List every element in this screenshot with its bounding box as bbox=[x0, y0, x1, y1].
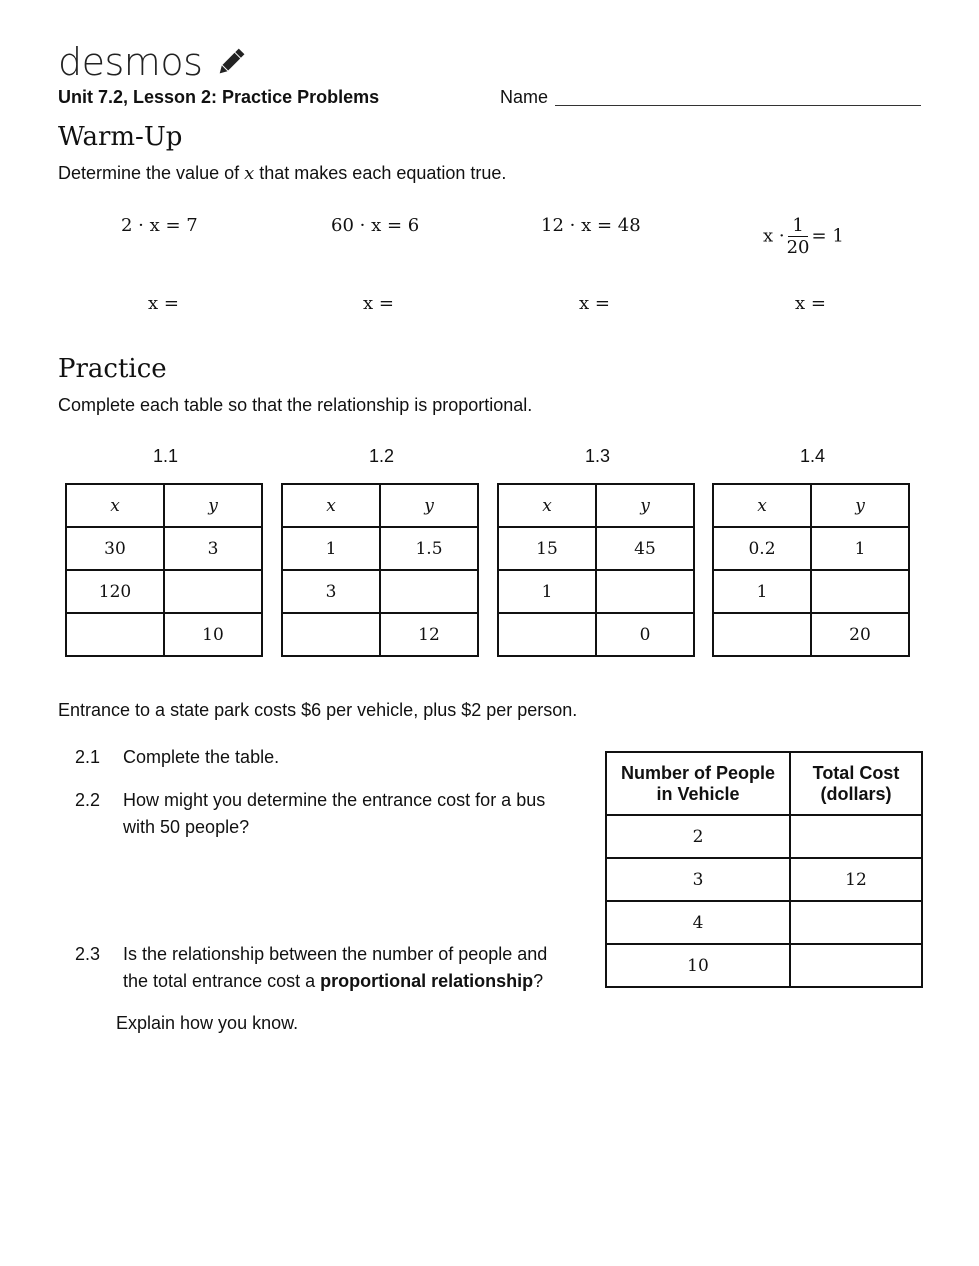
table-cell[interactable] bbox=[790, 815, 922, 858]
warmup-heading: Warm-Up bbox=[58, 122, 183, 152]
table-label: 1.2 bbox=[369, 446, 395, 466]
q23-bold: proportional relationship bbox=[320, 971, 534, 991]
table-cell: 1.5 bbox=[380, 527, 478, 570]
warmup-instruction bbox=[58, 163, 506, 184]
equation-1: 2 · x = 7 bbox=[121, 215, 198, 236]
table-cell: 3 bbox=[606, 858, 790, 901]
practice-instruction: Complete each table so that the relationship is proportional. bbox=[58, 395, 533, 415]
name-field[interactable] bbox=[555, 105, 921, 106]
table-label: 1.4 bbox=[800, 446, 826, 466]
table-row bbox=[606, 815, 922, 858]
table-label: 1.1 bbox=[153, 446, 179, 466]
table-row bbox=[498, 613, 694, 656]
frac-den: 20 bbox=[786, 237, 810, 258]
header-text: x bbox=[757, 495, 767, 516]
header-text: y bbox=[424, 495, 434, 516]
equation-3: 12 · x = 48 bbox=[541, 215, 641, 236]
q22-number: 2.2 bbox=[75, 790, 101, 810]
park-intro: Entrance to a state park costs $6 per vehicle, plus $2 per person. bbox=[58, 700, 578, 720]
table-row bbox=[498, 570, 694, 613]
answer-2[interactable]: x = bbox=[363, 293, 394, 314]
q23-pre: the total entrance cost a bbox=[123, 971, 321, 991]
table-cell: 30 bbox=[66, 527, 164, 570]
fraction bbox=[787, 215, 810, 258]
table-cell[interactable] bbox=[380, 570, 478, 613]
header-text: y bbox=[208, 495, 218, 516]
column-header bbox=[596, 484, 694, 527]
unit-title: Unit 7.2, Lesson 2: Practice Problems bbox=[58, 87, 380, 107]
proportional-table bbox=[281, 483, 479, 657]
table-cell: 10 bbox=[606, 944, 790, 987]
instr-pre: Determine the value of bbox=[58, 163, 245, 183]
answer-1[interactable]: x = bbox=[148, 293, 179, 314]
header-people: Number of People in Vehicle bbox=[606, 752, 790, 815]
table-cell[interactable] bbox=[596, 570, 694, 613]
q23-line1: Is the relationship between the number of people and bbox=[123, 944, 548, 964]
table-cell: 12 bbox=[790, 858, 922, 901]
table-cell[interactable] bbox=[66, 613, 164, 656]
table-row bbox=[713, 527, 909, 570]
q22-line2: with 50 people? bbox=[123, 817, 250, 837]
instr-post: that makes each equation true. bbox=[254, 163, 507, 183]
table-cell[interactable] bbox=[713, 613, 811, 656]
table-row bbox=[282, 613, 478, 656]
proportional-table bbox=[497, 483, 695, 657]
column-header bbox=[282, 484, 380, 527]
desmos-logo bbox=[58, 40, 248, 84]
table-cell[interactable] bbox=[790, 944, 922, 987]
column-header bbox=[380, 484, 478, 527]
header-text: y bbox=[855, 495, 865, 516]
q23-line2 bbox=[123, 971, 543, 992]
eq4-right: = 1 bbox=[811, 225, 844, 247]
table-cell: 45 bbox=[596, 527, 694, 570]
table-row bbox=[713, 613, 909, 656]
table-row bbox=[66, 527, 262, 570]
column-header bbox=[66, 484, 164, 527]
column-header bbox=[164, 484, 262, 527]
table-cell: 4 bbox=[606, 901, 790, 944]
table-cell: 3 bbox=[164, 527, 262, 570]
practice-heading: Practice bbox=[58, 354, 167, 384]
table-cell: 15 bbox=[498, 527, 596, 570]
table-row bbox=[606, 901, 922, 944]
table-cell: 0.2 bbox=[713, 527, 811, 570]
equation-2: 60 · x = 6 bbox=[331, 215, 420, 236]
cost-table bbox=[605, 751, 923, 988]
table-row bbox=[282, 570, 478, 613]
table-row bbox=[282, 527, 478, 570]
table-cell: 3 bbox=[282, 570, 380, 613]
header-text: x bbox=[542, 495, 552, 516]
column-header bbox=[498, 484, 596, 527]
table-cell: 1 bbox=[713, 570, 811, 613]
instr-var: x bbox=[244, 163, 255, 184]
table-cell: 12 bbox=[380, 613, 478, 656]
header-cost: Total Cost (dollars) bbox=[790, 752, 922, 815]
logo-text: desmos bbox=[58, 40, 203, 84]
equation-4 bbox=[763, 215, 844, 258]
name-label: Name bbox=[500, 87, 549, 107]
header-text: x bbox=[110, 495, 120, 516]
q22-line1: How might you determine the entrance cost for a bus bbox=[123, 790, 546, 810]
q23-number: 2.3 bbox=[75, 944, 101, 964]
table-row bbox=[606, 858, 922, 901]
frac-num: 1 bbox=[788, 215, 807, 237]
eq4-left: x · bbox=[763, 225, 785, 247]
header-text: y bbox=[640, 495, 650, 516]
table-cell[interactable] bbox=[498, 613, 596, 656]
pencil-icon bbox=[214, 45, 248, 79]
table-row bbox=[713, 570, 909, 613]
table-cell: 1 bbox=[498, 570, 596, 613]
table-cell[interactable] bbox=[282, 613, 380, 656]
answer-3[interactable]: x = bbox=[579, 293, 610, 314]
table-row bbox=[606, 944, 922, 987]
table-cell: 1 bbox=[811, 527, 909, 570]
table-cell: 20 bbox=[811, 613, 909, 656]
table-cell[interactable] bbox=[811, 570, 909, 613]
table-label: 1.3 bbox=[585, 446, 611, 466]
column-header bbox=[811, 484, 909, 527]
explain-prompt: Explain how you know. bbox=[116, 1013, 299, 1033]
table-cell: 0 bbox=[596, 613, 694, 656]
table-cell[interactable] bbox=[790, 901, 922, 944]
proportional-table bbox=[712, 483, 910, 657]
table-cell: 2 bbox=[606, 815, 790, 858]
answer-4[interactable]: x = bbox=[795, 293, 826, 314]
q23-post: ? bbox=[533, 971, 544, 991]
table-cell: 120 bbox=[66, 570, 164, 613]
table-row bbox=[66, 570, 262, 613]
table-cell: 10 bbox=[164, 613, 262, 656]
column-header bbox=[713, 484, 811, 527]
proportional-table bbox=[65, 483, 263, 657]
table-row bbox=[66, 613, 262, 656]
header-text: x bbox=[326, 495, 336, 516]
q21-text: Complete the table. bbox=[123, 747, 280, 767]
table-cell: 1 bbox=[282, 527, 380, 570]
q21-number: 2.1 bbox=[75, 747, 101, 767]
table-row bbox=[498, 527, 694, 570]
table-cell[interactable] bbox=[164, 570, 262, 613]
